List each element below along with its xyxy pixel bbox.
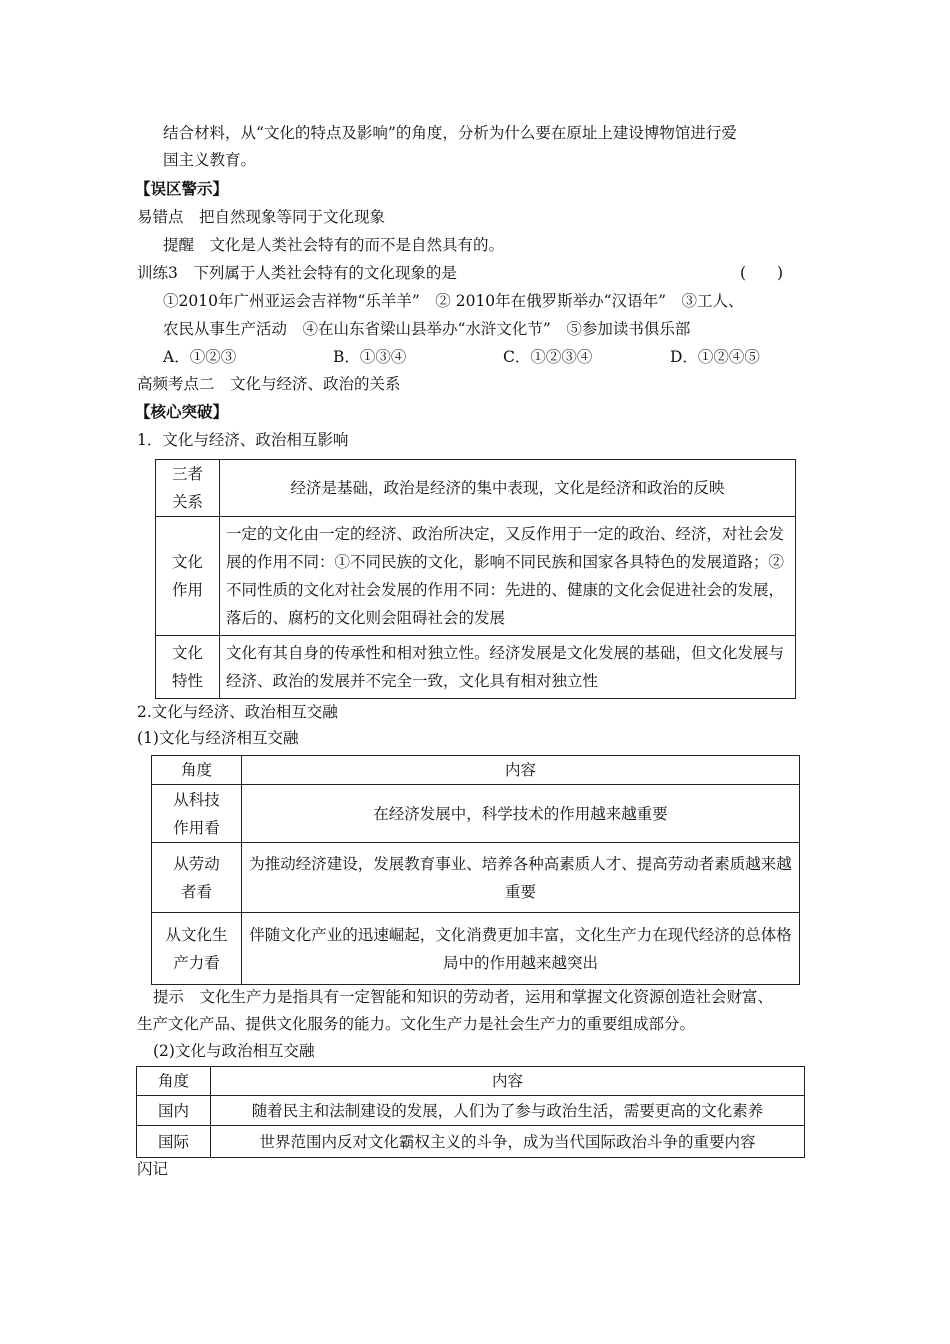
culture-politics-table: [136, 1066, 805, 1158]
intro-line-2: 国主义教育。: [163, 151, 257, 169]
row-content: 伴随文化产业的迅速崛起，文化消费更加丰富，文化生产力在现代经济的总体格局中的作用越来越突出: [242, 913, 800, 985]
table-row: [137, 1096, 805, 1126]
row-label: 国内: [137, 1096, 211, 1126]
header-content: 内容: [211, 1067, 805, 1096]
row-label: 三者 关系: [156, 460, 220, 517]
row-label: 国际: [137, 1126, 211, 1158]
section1-title: 1．文化与经济、政治相互影响: [137, 431, 349, 449]
culture-economy-politics-table: [155, 459, 796, 699]
table-row: [152, 913, 800, 985]
row-content: 世界范围内反对文化霸权主义的斗争，成为当代国际政治斗争的重要内容: [211, 1126, 805, 1158]
table-row: [156, 517, 796, 636]
warning-heading: 【误区警示】: [135, 179, 229, 198]
exercise3-question: 训练3 下列属于人类社会特有的文化现象的是: [137, 264, 457, 282]
section2-title: 2.文化与经济、政治相互交融: [137, 703, 338, 721]
row-content: 文化有其自身的传承性和相对独立性。经济发展是文化发展的基础，但文化发展与经济、政治的发展并不完全一致，文化具有相对独立性: [220, 636, 796, 699]
row-label: 从科技 作用看: [152, 785, 242, 843]
table-row: [152, 785, 800, 843]
row-label: 从文化生 产力看: [152, 913, 242, 985]
option-a: A．①②③: [163, 348, 237, 366]
row-label: 文化 特性: [156, 636, 220, 699]
core-heading: 【核心突破】: [135, 402, 229, 421]
row-content: 随着民主和法制建设的发展，人们为了参与政治生活，需要更高的文化素养: [211, 1096, 805, 1126]
row-content: 经济是基础，政治是经济的集中表现，文化是经济和政治的反映: [220, 460, 796, 517]
table-row: [137, 1126, 805, 1158]
table-row: [152, 843, 800, 913]
intro-line-1: 结合材料，从“文化的特点及影响”的角度，分析为什么要在原址上建设博物馆进行爱: [163, 124, 737, 142]
table-header-row: [152, 756, 800, 785]
answer-bracket: ( ): [740, 264, 784, 282]
option-b: B．①③④: [333, 348, 407, 366]
row-label: 从劳动 者看: [152, 843, 242, 913]
table-header-row: [137, 1067, 805, 1096]
exercise3-items-line-1: ①2010年广州亚运会吉祥物“乐羊羊” ② 2010年在俄罗斯举办“汉语年” ③工人、: [163, 292, 744, 310]
tip-line-2: 生产文化产品、提供文化服务的能力。文化生产力是社会生产力的重要组成部分。: [137, 1015, 696, 1033]
culture-economy-table: [151, 755, 800, 985]
reminder: 提醒 文化是人类社会特有的而不是自然具有的。: [163, 236, 505, 254]
error-point: 易错点 把自然现象等同于文化现象: [137, 208, 386, 226]
header-angle: 角度: [152, 756, 242, 785]
header-content: 内容: [242, 756, 800, 785]
tip-line-1: 提示 文化生产力是指具有一定智能和知识的劳动者，运用和掌握文化资源创造社会财富、: [153, 988, 774, 1006]
flash-memory-heading: 闪记: [137, 1160, 169, 1178]
table-row: [156, 636, 796, 699]
subsection1-title: (1)文化与经济相互交融: [137, 729, 299, 747]
exercise3-items-line-2: 农民从事生产活动 ④在山东省梁山县举办“水浒文化节” ⑤参加读书俱乐部: [163, 320, 691, 338]
row-content: 在经济发展中，科学技术的作用越来越重要: [242, 785, 800, 843]
option-c: C．①②③④: [503, 348, 593, 366]
header-angle: 角度: [137, 1067, 211, 1096]
option-d: D．①②④⑤: [670, 348, 760, 366]
subsection2-title: (2)文化与政治相互交融: [153, 1042, 315, 1060]
row-content: 一定的文化由一定的经济、政治所决定，又反作用于一定的政治、经济，对社会发展的作用不同：①不同民族的文化，影响不同民族和国家各具特色的发展道路；②不同性质的文化对社会发展的作用不同：先进的、健康的文化会促进社会的发展，落后的、腐朽的文化则会阻碍社会的发展: [220, 517, 796, 636]
row-label: 文化 作用: [156, 517, 220, 636]
table-row: [156, 460, 796, 517]
row-content: 为推动经济建设，发展教育事业、培养各种高素质人才、提高劳动者素质越来越重要: [242, 843, 800, 913]
topic2-heading: 高频考点二 文化与经济、政治的关系: [137, 375, 401, 393]
